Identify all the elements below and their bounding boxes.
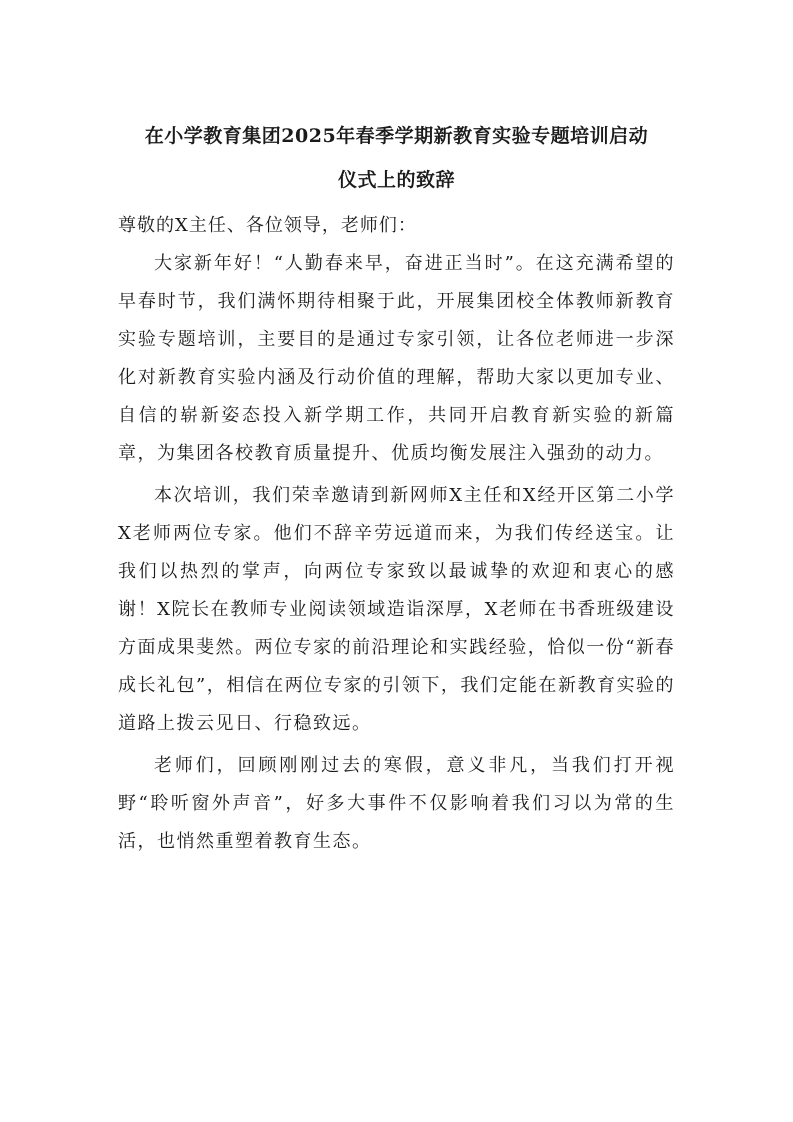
paragraph-winter-break: 老师们，回顾刚刚过去的寒假，意义非凡，当我们打开视野“聆听窗外声音”，好多大事件不仅影响着我们习以为常的生活，也悄然重塑着教育生态。 bbox=[118, 755, 675, 852]
salutation: 尊敬的X主任、各位领导，老师们： bbox=[118, 215, 417, 236]
paragraph-greeting: 大家新年好！“人勤春来早，奋进正当时”。在这充满希望的早春时节，我们满怀期待相聚于此，开展集团校全体教师新教育实验专题培训，主要目的是通过专家引领，让各位老师进一步深化对新教育实验内涵及行动价值的理解，帮助大家以更加专业、自信的崭新姿态投入新学期工作，共同开启教育新实验的新篇章，为集团各校教育质量提升、优质均衡发展注入强劲的动力。 bbox=[118, 253, 675, 464]
title-line-2: 仪式上的致辞 bbox=[337, 169, 455, 191]
document-body bbox=[118, 114, 675, 861]
title-line-1: 在小学教育集团2025年春季学期新教育实验专题培训启动 bbox=[144, 125, 649, 147]
document-title bbox=[108, 114, 685, 202]
paragraph-experts: 本次培训，我们荣幸邀请到新网师X主任和X经开区第二小学X老师两位专家。他们不辞辛劳远道而来，为我们传经送宝。让我们以热烈的掌声，向两位专家致以最诚挚的欢迎和衷心的感谢！X院长在教师专业阅读领域造诣深厚，X老师在书香班级建设方面成果斐然。两位专家的前沿理论和实践经验，恰似一份“新春成长礼包”，相信在两位专家的引领下，我们定能在新教育实验的道路上拨云见日、行稳致远。 bbox=[118, 485, 675, 734]
